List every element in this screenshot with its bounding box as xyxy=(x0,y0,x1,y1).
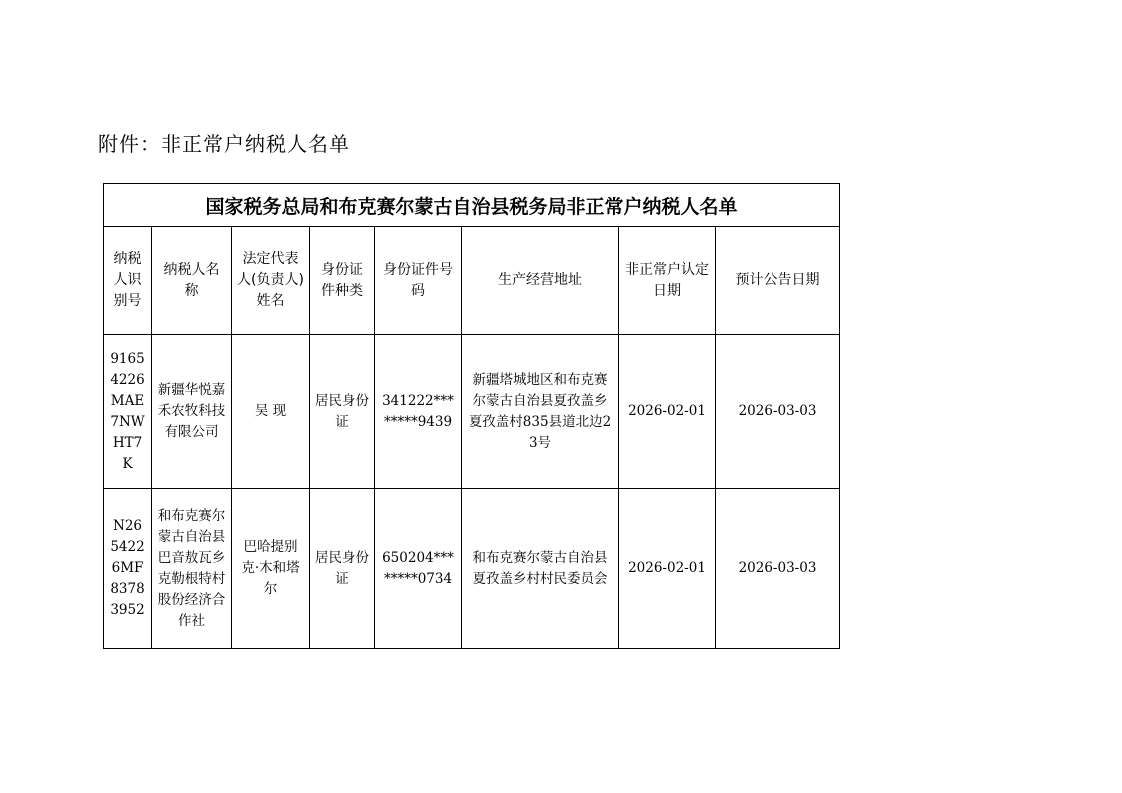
table-row xyxy=(104,335,840,489)
header-id-number: 身份证件号码 xyxy=(375,227,462,335)
cell-announce-date: 2026-03-03 xyxy=(716,335,840,489)
cell-address: 新疆塔城地区和布克赛尔蒙古自治县夏孜盖乡夏孜盖村835县道北边23号 xyxy=(462,335,619,489)
cell-taxpayer-name: 新疆华悦嘉禾农牧科技有限公司 xyxy=(152,335,232,489)
cell-id-number: 341222*** *****9439 xyxy=(375,335,462,489)
cell-announce-date: 2026-03-03 xyxy=(716,489,840,649)
header-legal-rep: 法定代表人(负责人)姓名 xyxy=(232,227,310,335)
cell-taxpayer-id: 91654226MAE7NWHT7K xyxy=(104,335,152,489)
table-caption: 国家税务总局和布克赛尔蒙古自治县税务局非正常户纳税人名单 xyxy=(104,184,840,227)
cell-id-type: 居民身份证 xyxy=(310,489,375,649)
header-announce-date: 预计公告日期 xyxy=(716,227,840,335)
cell-taxpayer-id: N2654226MF83783952 xyxy=(104,489,152,649)
table-row xyxy=(104,489,840,649)
cell-determined-date: 2026-02-01 xyxy=(619,489,716,649)
cell-address: 和布克赛尔蒙古自治县夏孜盖乡村村民委员会 xyxy=(462,489,619,649)
cell-legal-rep: 吴 现 xyxy=(232,335,310,489)
cell-legal-rep: 巴哈提别克·木和塔尔 xyxy=(232,489,310,649)
header-determined-date: 非正常户认定日期 xyxy=(619,227,716,335)
header-id-type: 身份证件种类 xyxy=(310,227,375,335)
header-taxpayer-id: 纳税人识别号 xyxy=(104,227,152,335)
cell-id-type: 居民身份证 xyxy=(310,335,375,489)
header-row xyxy=(104,227,840,335)
cell-taxpayer-name: 和布克赛尔蒙古自治县巴音敖瓦乡克勒根特村股份经济合作社 xyxy=(152,489,232,649)
cell-determined-date: 2026-02-01 xyxy=(619,335,716,489)
header-taxpayer-name: 纳税人名称 xyxy=(152,227,232,335)
cell-id-number: 650204*** *****0734 xyxy=(375,489,462,649)
header-address: 生产经营地址 xyxy=(462,227,619,335)
abnormal-taxpayer-table xyxy=(103,183,840,649)
attachment-title: 附件：非正常户纳税人名单 xyxy=(98,132,350,156)
